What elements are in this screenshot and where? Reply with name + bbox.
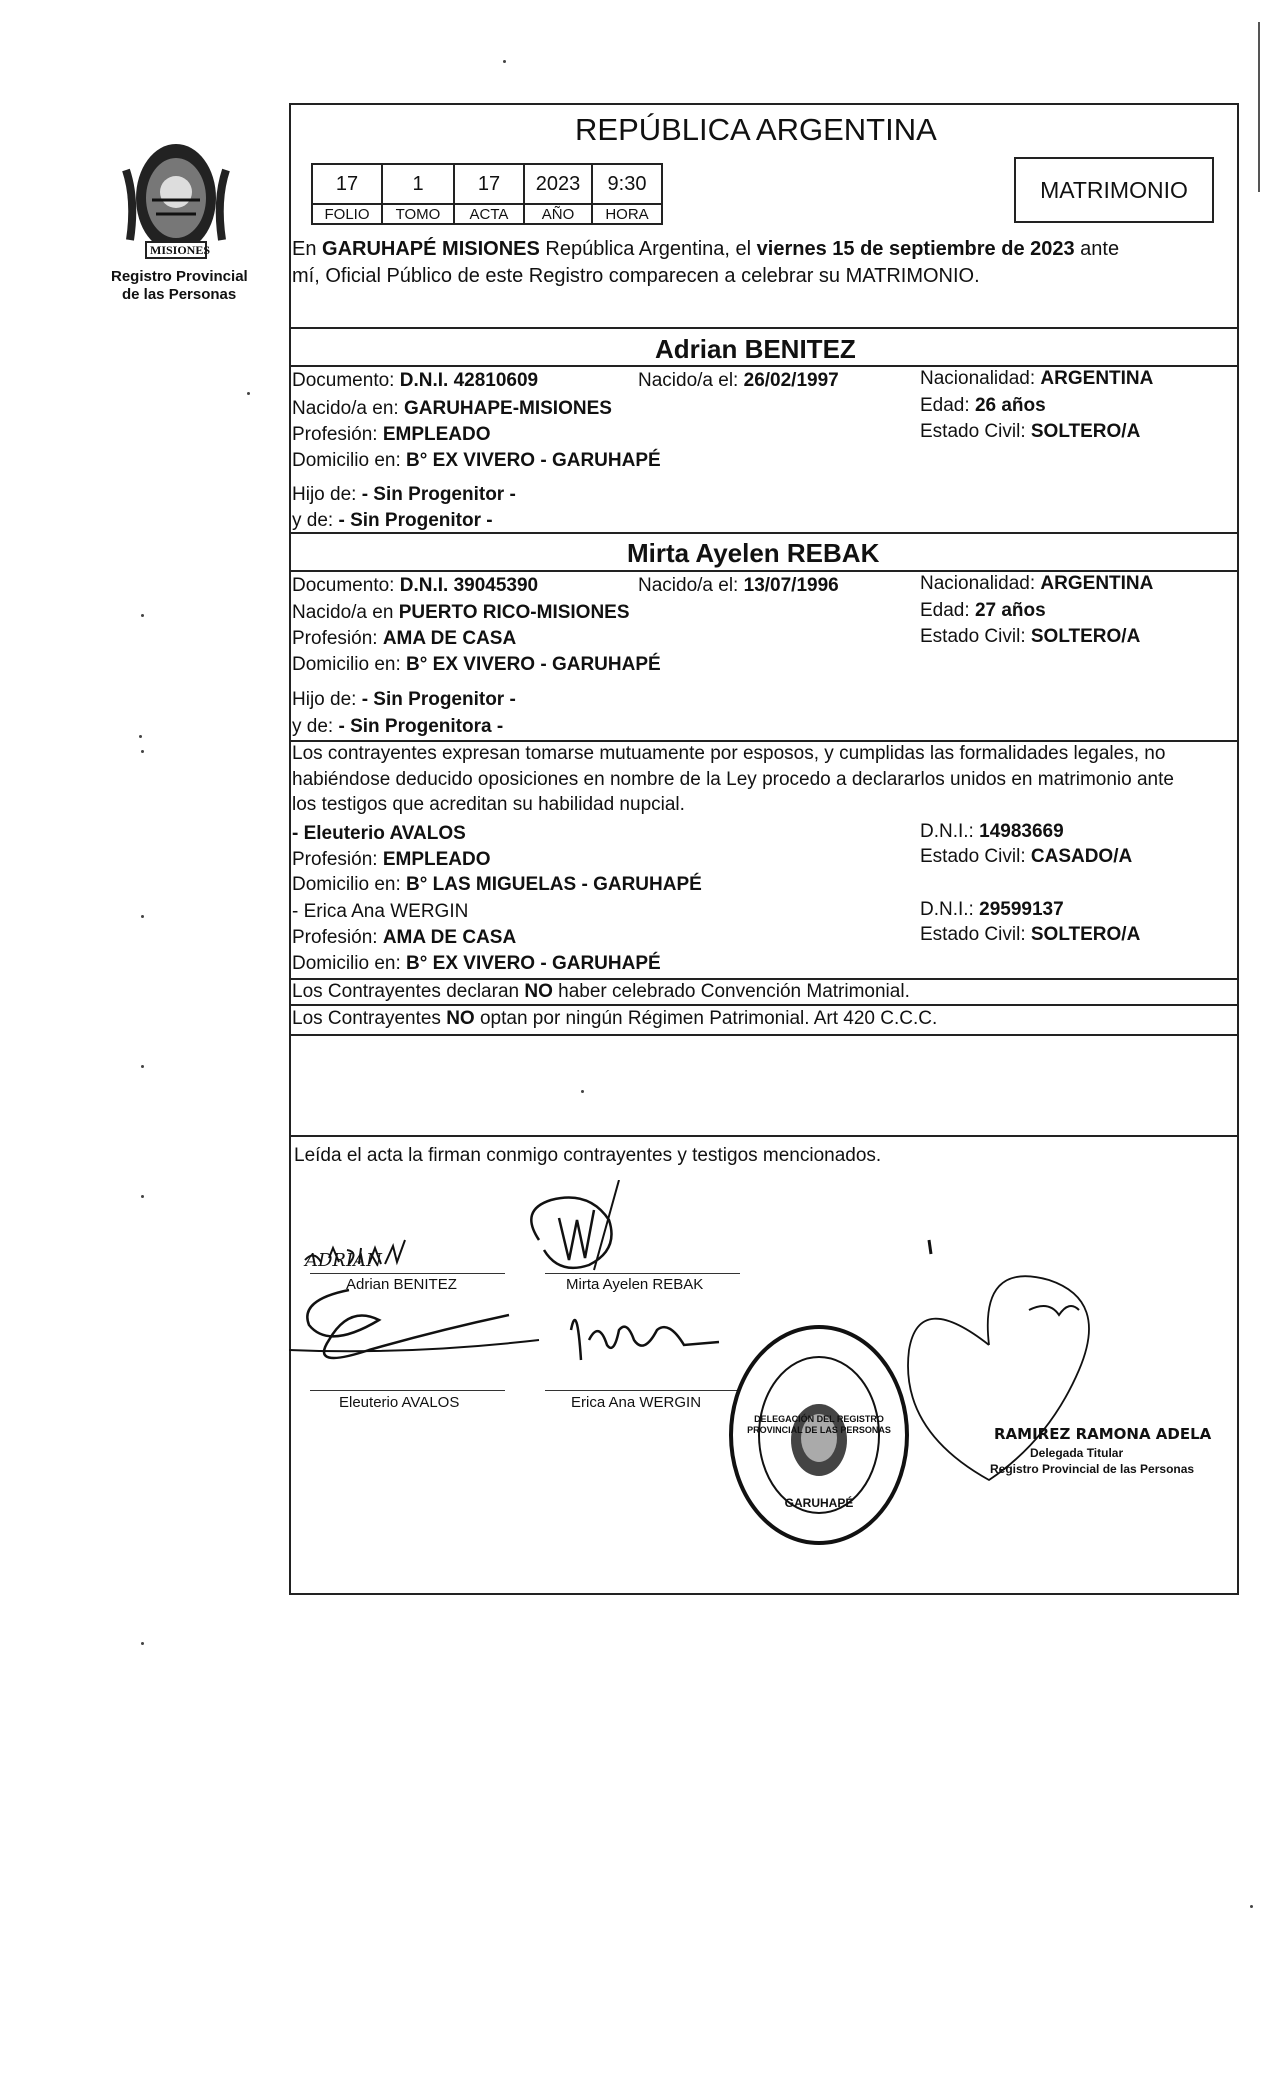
official-stamp-office: Registro Provincial de las Personas bbox=[990, 1462, 1195, 1476]
witness1-address: Domicilio en: B° LAS MIGUELAS - GARUHAPÉ bbox=[292, 874, 702, 895]
declaration-line-3: los testigos que acreditan su habilidad nupcial. bbox=[292, 794, 685, 815]
closing-statement: Leída el acta la firman conmigo contrayentes y testigos mencionados. bbox=[294, 1145, 882, 1166]
logo-caption-1: Registro Provincial bbox=[111, 268, 248, 285]
spouse2-birthdate: Nacido/a el: 13/07/1996 bbox=[638, 575, 839, 596]
signature-label-spouse1: Adrian BENITEZ bbox=[346, 1276, 457, 1293]
official-stamp-name: RAMIREZ RAMONA ADELA bbox=[994, 1425, 1212, 1443]
record-type-box bbox=[1014, 157, 1214, 223]
folio-value: 17 bbox=[311, 163, 383, 205]
hour-label: HORA bbox=[591, 203, 663, 225]
seal-top-text: PROVINCIA bbox=[148, 134, 212, 146]
regime-line-1: Los Contrayentes declaran NO haber celebrado Convención Matrimonial. bbox=[292, 981, 910, 1002]
spouse2-parent-2: y de: - Sin Progenitora - bbox=[292, 716, 504, 737]
hour-value: 9:30 bbox=[591, 163, 663, 205]
regime-line-2: Los Contrayentes NO optan por ningún Régimen Patrimonial. Art 420 C.C.C. bbox=[292, 1008, 938, 1029]
intro-line-1: En GARUHAPÉ MISIONES República Argentina, el viernes 15 de septiembre de 2023 ante bbox=[292, 238, 1120, 260]
spouse1-profession: Profesión: EMPLEADO bbox=[292, 424, 491, 445]
spouse2-age: Edad: 27 años bbox=[920, 600, 1046, 621]
witness2-name: - Erica Ana WERGIN bbox=[292, 901, 469, 922]
delegation-seal bbox=[724, 1320, 914, 1550]
spouse2-parent-1: Hijo de: - Sin Progenitor - bbox=[292, 689, 516, 710]
spouse1-age: Edad: 26 años bbox=[920, 395, 1046, 416]
spouse1-nationality: Nacionalidad: ARGENTINA bbox=[920, 368, 1154, 389]
signature-label-witness1: Eleuterio AVALOS bbox=[339, 1394, 460, 1411]
witness1-civil-status: Estado Civil: CASADO/A bbox=[920, 846, 1133, 867]
witness2-address: Domicilio en: B° EX VIVERO - GARUHAPÉ bbox=[292, 953, 661, 974]
declaration-line-2: habiéndose deducido oposiciones en nombre de la Ley procedo a declararlos unidos en matrimonio ante bbox=[292, 769, 1174, 790]
spouse2-birthplace: Nacido/a en PUERTO RICO-MISIONES bbox=[292, 602, 630, 623]
spouse1-parent-2: y de: - Sin Progenitor - bbox=[292, 510, 493, 531]
year-label: AÑO bbox=[523, 203, 593, 225]
year-value: 2023 bbox=[523, 163, 593, 205]
handwritten-adrian: ADRIAN bbox=[305, 1250, 382, 1271]
record-type: MATRIMONIO bbox=[1040, 177, 1188, 203]
seal-bottom-text: MISIONES bbox=[150, 243, 211, 257]
signature-label-witness2: Erica Ana WERGIN bbox=[571, 1394, 702, 1411]
signature-label-spouse2: Mirta Ayelen REBAK bbox=[566, 1276, 704, 1293]
spouse2-document: Documento: D.N.I. 39045390 bbox=[292, 575, 539, 596]
registry-logo bbox=[112, 130, 240, 270]
official-stamp-title: Delegada Titular bbox=[1030, 1446, 1124, 1460]
spouse1-name: Adrian BENITEZ bbox=[655, 334, 856, 364]
intro-line-2: mí, Oficial Público de este Registro comparecen a celebrar su MATRIMONIO. bbox=[292, 265, 980, 287]
spouse2-civil-status: Estado Civil: SOLTERO/A bbox=[920, 626, 1141, 647]
spouse1-parent-1: Hijo de: - Sin Progenitor - bbox=[292, 484, 516, 505]
tomo-label: TOMO bbox=[381, 203, 455, 225]
spouse2-nationality: Nacionalidad: ARGENTINA bbox=[920, 573, 1154, 594]
spouse1-birthdate: Nacido/a el: 26/02/1997 bbox=[638, 370, 839, 391]
acta-value: 17 bbox=[453, 163, 525, 205]
seal-ring-text: DELEGACIÓN DEL REGISTRO PROVINCIAL DE LAS PERSONAS bbox=[747, 1414, 891, 1435]
witness1-dni: D.N.I.: 14983669 bbox=[920, 821, 1064, 842]
witness2-profession: Profesión: AMA DE CASA bbox=[292, 927, 517, 948]
witness1-name: - Eleuterio AVALOS bbox=[292, 823, 466, 844]
spouse1-civil-status: Estado Civil: SOLTERO/A bbox=[920, 421, 1141, 442]
declaration-line-1: Los contrayentes expresan tomarse mutuamente por esposos, y cumplidas las formalidades legales, no bbox=[292, 743, 1166, 764]
tomo-value: 1 bbox=[381, 163, 455, 205]
witness2-dni: D.N.I.: 29599137 bbox=[920, 899, 1064, 920]
spouse1-address: Domicilio en: B° EX VIVERO - GARUHAPÉ bbox=[292, 450, 661, 471]
country-title: REPÚBLICA ARGENTINA bbox=[575, 112, 937, 147]
witness1-profession: Profesión: EMPLEADO bbox=[292, 849, 491, 870]
logo-caption-2: de las Personas bbox=[122, 286, 237, 303]
spouse2-profession: Profesión: AMA DE CASA bbox=[292, 628, 517, 649]
spouse2-address: Domicilio en: B° EX VIVERO - GARUHAPÉ bbox=[292, 654, 661, 675]
spouse1-document: Documento: D.N.I. 42810609 bbox=[292, 370, 539, 391]
spouse2-name: Mirta Ayelen REBAK bbox=[627, 538, 880, 568]
folio-label: FOLIO bbox=[311, 203, 383, 225]
witness2-civil-status: Estado Civil: SOLTERO/A bbox=[920, 924, 1141, 945]
spouse1-birthplace: Nacido/a en: GARUHAPE-MISIONES bbox=[292, 398, 612, 419]
acta-label: ACTA bbox=[453, 203, 525, 225]
seal-bottom-text: GARUHAPÉ bbox=[784, 1496, 854, 1510]
